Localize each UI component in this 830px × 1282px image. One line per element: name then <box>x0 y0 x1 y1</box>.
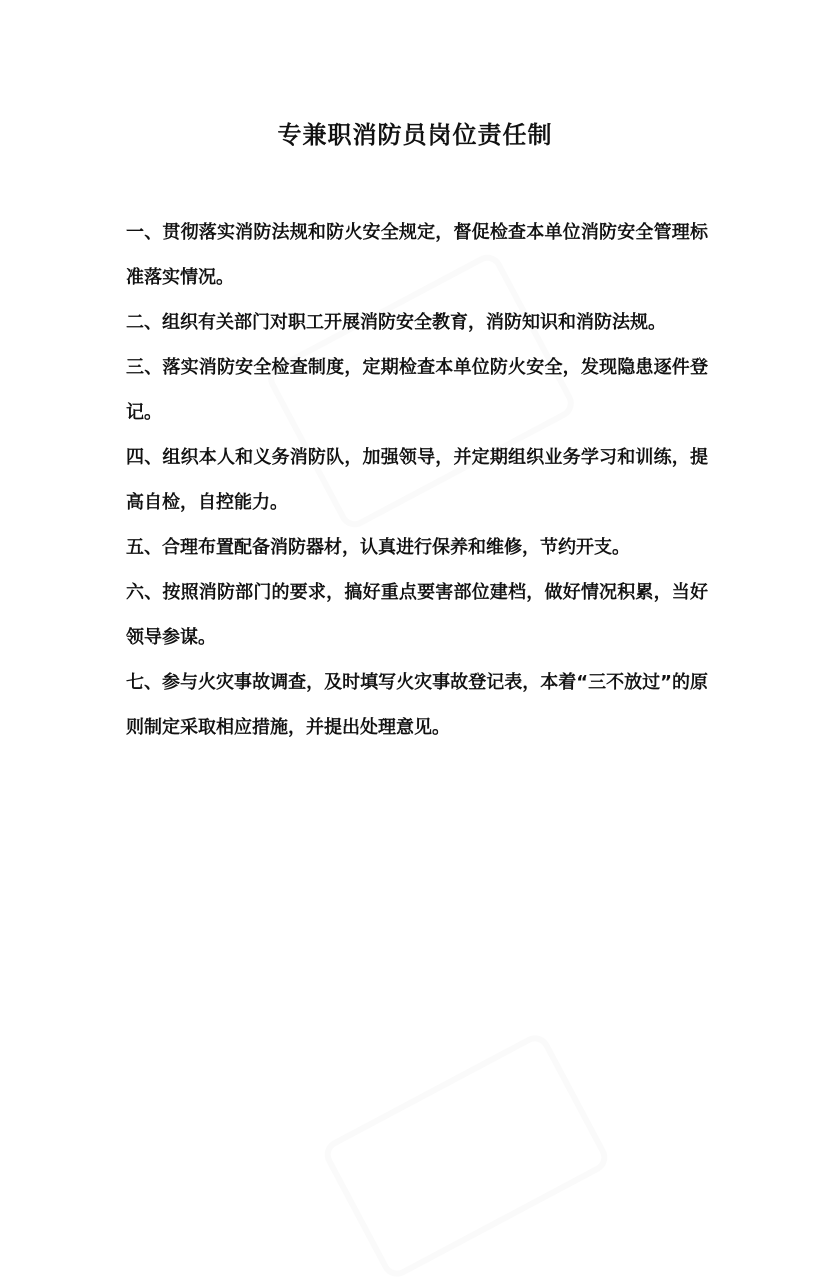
paragraph-3: 三、落实消防安全检查制度，定期检查本单位防火安全，发现隐患逐件登记。 <box>126 357 708 423</box>
paragraph-6: 六、按照消防部门的要求，搞好重点要害部位建档，做好情况积累，当好领导参谋。 <box>126 582 708 648</box>
paragraph-7: 七、参与火灾事故调查，及时填写火灾事故登记表，本着“三不放过”的原则制定采取相应措施，并提出处理意见。 <box>126 672 708 738</box>
paragraph-5: 五、合理布置配备消防器材，认真进行保养和维修，节约开支。 <box>126 537 630 558</box>
paragraph-4: 四、组织本人和义务消防队，加强领导，并定期组织业务学习和训练，提高自检，自控能力。 <box>126 447 708 513</box>
paragraph-2: 二、组织有关部门对职工开展消防安全教育，消防知识和消防法规。 <box>126 312 666 333</box>
document-title: 专兼职消防员岗位责任制 <box>277 121 553 149</box>
watermark-shape <box>319 1030 613 1282</box>
document-body <box>126 210 708 750</box>
paragraph-1: 一、贯彻落实消防法规和防火安全规定，督促检查本单位消防安全管理标准落实情况。 <box>126 222 708 288</box>
